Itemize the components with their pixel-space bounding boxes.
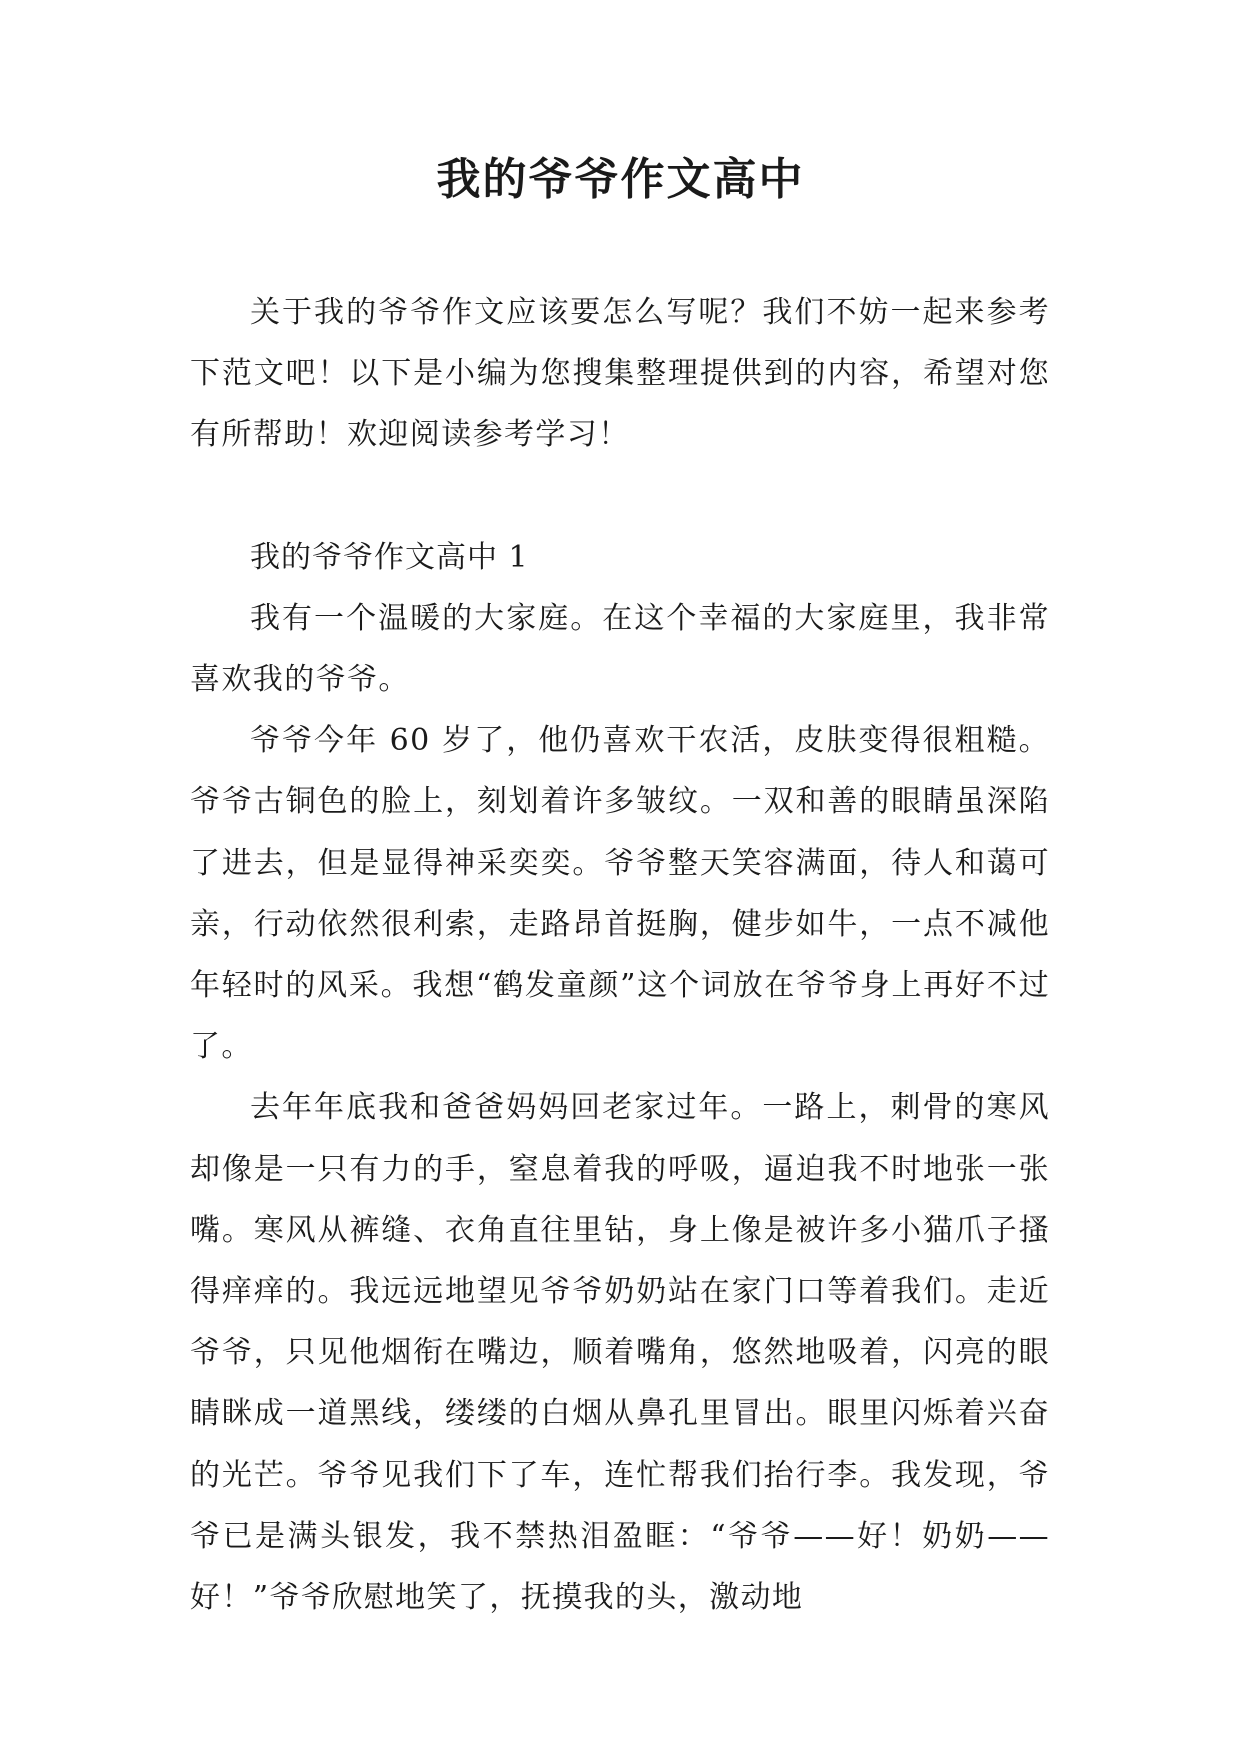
essay-heading: 我的爷爷作文高中 1 <box>250 539 529 575</box>
essay-paragraph: 爷爷今年 60 岁了，他仍喜欢干农活，皮肤变得很粗糙。爷爷古铜色的脸上，刻划着许多皱纹。一双和善的眼睛虽深陷了进去，但是显得神采奕奕。爷爷整天笑容满面，待人和蔼可亲，行动依然很利索，走路昂首挺胸，健步如牛，一点不减他年轻时的风采。我想“鹤发童颜”这个词放在爷爷身上再好不过了。 <box>190 723 1050 1065</box>
page-title: 我的爷爷作文高中 <box>436 154 805 205</box>
essay-paragraph: 我有一个温暖的大家庭。在这个幸福的大家庭里，我非常喜欢我的爷爷。 <box>190 600 1050 698</box>
intro-paragraph: 关于我的爷爷作文应该要怎么写呢？我们不妨一起来参考下范文吧！以下是小编为您搜集整理提供到的内容，希望对您有所帮助！欢迎阅读参考学习！ <box>190 295 1050 453</box>
essay-paragraph: 去年年底我和爸爸妈妈回老家过年。一路上，刺骨的寒风却像是一只有力的手，窒息着我的呼吸，逼迫我不时地张一张嘴。寒风从裤缝、衣角直往里钻，身上像是被许多小猫爪子搔得痒痒的。我远远地望见爷爷奶奶站在家门口等着我们。走近爷爷，只见他烟衔在嘴边，顺着嘴角，悠然地吸着，闪亮的眼睛眯成一道黑线，缕缕的白烟从鼻孔里冒出。眼里闪烁着兴奋的光芒。爷爷见我们下了车，连忙帮我们抬行李。我发现，爷爷已是满头银发，我不禁热泪盈眶：“爷爷——好！奶奶——好！”爷爷欣慰地笑了，抚摸我的头，激动地 <box>190 1090 1050 1616</box>
document-body <box>190 282 1050 1628</box>
